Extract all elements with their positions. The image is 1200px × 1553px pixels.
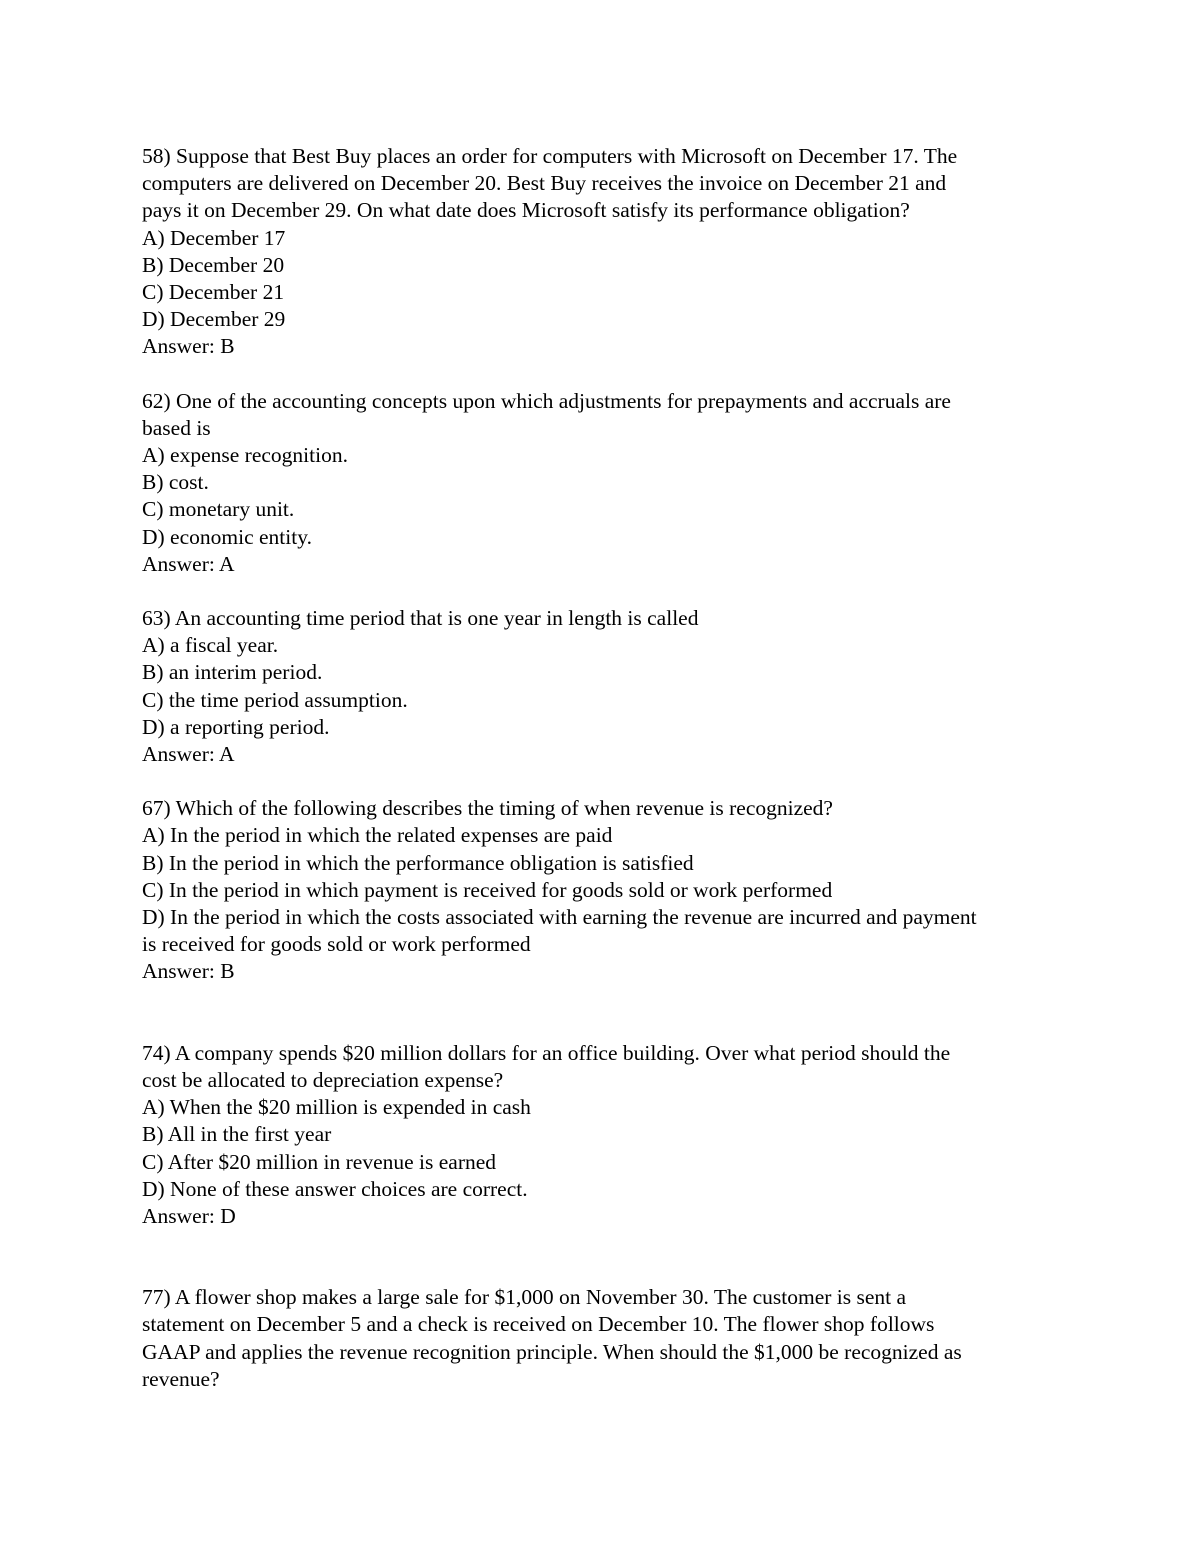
answer-line: Answer: A [142, 742, 235, 767]
question-stem [142, 388, 1072, 442]
option-b: B) In the period in which the performance obligation is satisfied [142, 850, 694, 875]
stem-line: 62) One of the accounting concepts upon which adjustments for prepayments and accruals are [142, 388, 951, 413]
stem-line: 63) An accounting time period that is one year in length is called [142, 606, 699, 631]
option-b: B) December 20 [142, 252, 285, 277]
question-stem [142, 1284, 1072, 1393]
question-63 [142, 605, 1072, 768]
question-58 [142, 143, 1072, 361]
stem-line: pays it on December 29. On what date does Microsoft satisfy its performance obligation? [142, 198, 910, 223]
stem-line: statement on December 5 and a check is received on December 10. The flower shop follows [142, 1312, 935, 1337]
question-stem [142, 143, 1072, 225]
stem-line: 58) Suppose that Best Buy places an order for computers with Microsoft on December 17. The [142, 144, 958, 168]
question-stem [142, 1040, 1072, 1094]
document-page [142, 143, 1072, 1393]
question-74 [142, 1040, 1072, 1230]
stem-line: 77) A flower shop makes a large sale for $1,000 on November 30. The customer is sent a [142, 1285, 907, 1310]
option-d: D) a reporting period. [142, 714, 330, 739]
stem-line: computers are delivered on December 20. Best Buy receives the invoice on December 21 and [142, 171, 947, 196]
option-c: C) the time period assumption. [142, 687, 408, 712]
stem-line: 67) Which of the following describes the timing of when revenue is recognized? [142, 796, 833, 821]
answer-line: Answer: D [142, 1203, 236, 1228]
question-67 [142, 795, 1072, 985]
option-a: A) December 17 [142, 225, 286, 250]
stem-line: cost be allocated to depreciation expense? [142, 1067, 504, 1092]
stem-line: revenue? [142, 1366, 220, 1391]
option-a: A) expense recognition. [142, 443, 348, 468]
option-d-continued: is received for goods sold or work performed [142, 932, 531, 957]
stem-line: 74) A company spends $20 million dollars for an office building. Over what period should the [142, 1040, 951, 1065]
option-d: D) December 29 [142, 307, 286, 332]
option-d: D) economic entity. [142, 524, 312, 549]
answer-line: Answer: A [142, 551, 235, 576]
option-c: C) monetary unit. [142, 497, 295, 522]
question-77 [142, 1284, 1072, 1393]
option-c: C) After $20 million in revenue is earned [142, 1149, 497, 1174]
stem-line: based is [142, 415, 211, 440]
question-62 [142, 388, 1072, 578]
question-stem [142, 605, 1072, 632]
option-c: C) In the period in which payment is received for goods sold or work performed [142, 877, 833, 902]
answer-line: Answer: B [142, 334, 235, 359]
answer-line: Answer: B [142, 959, 235, 984]
option-b: B) cost. [142, 470, 209, 495]
question-stem [142, 795, 1072, 822]
option-a: A) When the $20 million is expended in cash [142, 1095, 531, 1120]
option-a: A) In the period in which the related expenses are paid [142, 823, 613, 848]
option-b: B) an interim period. [142, 660, 323, 685]
option-d: D) In the period in which the costs associated with earning the revenue are incurred and payment [142, 905, 977, 930]
option-d: D) None of these answer choices are correct. [142, 1176, 528, 1201]
option-c: C) December 21 [142, 280, 285, 305]
option-a: A) a fiscal year. [142, 633, 279, 658]
stem-line: GAAP and applies the revenue recognition principle. When should the $1,000 be recognized as [142, 1339, 962, 1364]
option-b: B) All in the first year [142, 1122, 332, 1147]
